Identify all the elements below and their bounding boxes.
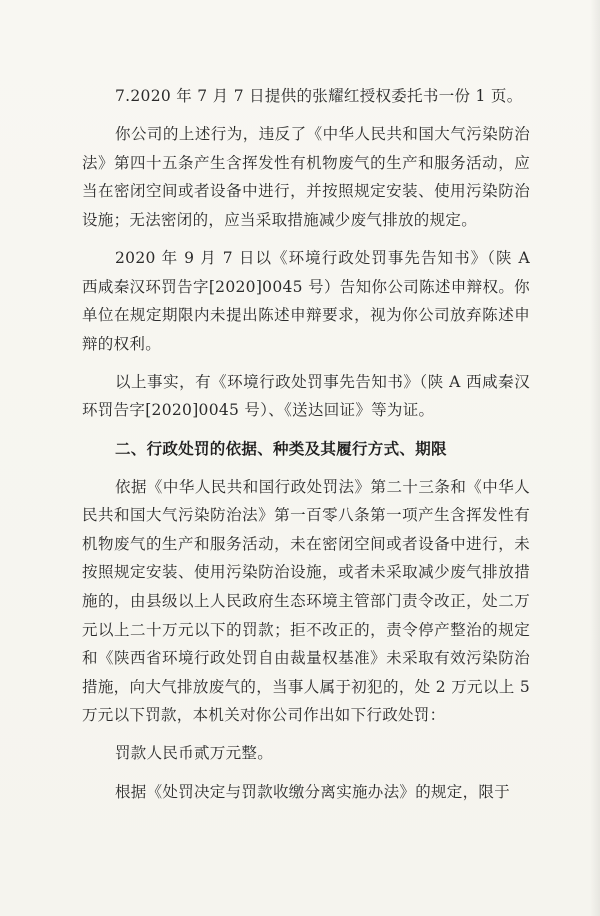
- closing-paragraph: 根据《处罚决定与罚款收缴分离实施办法》的规定，限于: [115, 782, 511, 801]
- legal-basis-paragraph: 依据《中华人民共和国行政处罚法》第二十三条和《中华人民共和国大气污染防治法》第一百零八条第一项产生含挥发性有机物废气的生产和服务活动，未在密闭空间或者设备中进行，未按照规定安装、使用污染防治设施，或者未采取减少废气排放措施的，由县级以上人民政府生态环境主管部门责令改正，处二万元以上二十万元以下的罚款；拒不改正的，责令停产整治的规定和《陕西省环境行政处罚自由裁量权基准》未采取有效污染防治措施，向大气排放废气的，当事人属于初犯的，处 2 万元以上 5 万元以下罚款，本机关对你公司作出如下行政处罚：: [82, 477, 530, 725]
- facts-evidence-paragraph: 以上事实，有《环境行政处罚事先告知书》（陕 A 西咸秦汉环罚告字[2020]0045 号）、《送达回证》等为证。: [82, 372, 530, 420]
- page-edge-shadow: [590, 0, 600, 916]
- document-body: [82, 82, 530, 806]
- section-heading: 二、行政处罚的依据、种类及其履行方式、期限: [115, 438, 447, 458]
- evidence-item-7: 7.2020 年 7 月 7 日提供的张耀红授权委托书一份 1 页。: [115, 87, 523, 105]
- violation-paragraph: 你公司的上述行为，违反了《中华人民共和国大气污染防治法》第四十五条产生含挥发性有机物废气的生产和服务活动，应当在密闭空间或者设备中进行，并按照规定安装、使用污染防治设施；无法密闭的，应当采取措施减少废气排放的规定。: [82, 125, 530, 229]
- penalty-paragraph: 罚款人民币贰万元整。: [115, 744, 274, 763]
- notice-paragraph: 2020 年 9 月 7 日以《环境行政处罚事先告知书》（陕 A 西咸秦汉环罚告字[2020]0045 号）告知你公司陈述申辩权。你单位在规定期限内未提出陈述申辩要求，视为你公司放弃陈述申辩的权利。: [82, 248, 530, 353]
